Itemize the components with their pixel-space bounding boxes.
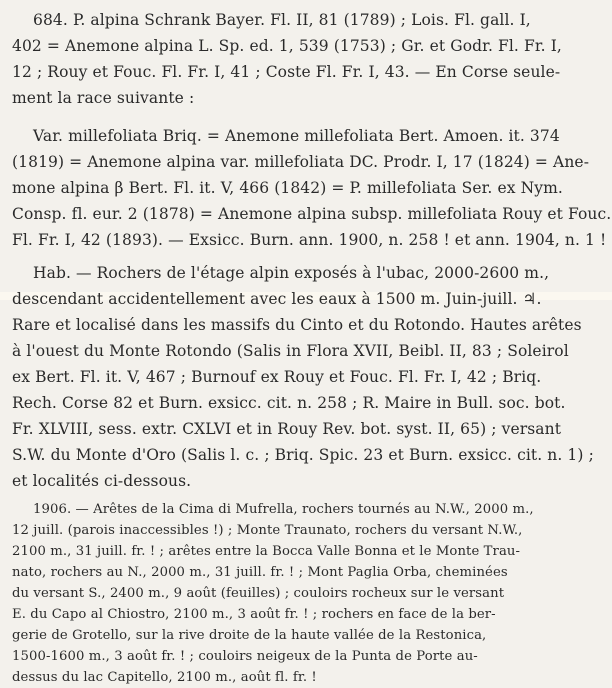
text-line: Fl. Fr. I, 42 (1893). — Exsicc. Burn. ann. 1900, n. 258 ! et ann. 1904, n. 1 ! xyxy=(12,231,607,249)
text-line: Consp. fl. eur. 2 (1878) = Anemone alpina subsp. millefoliata Rouy et Fouc. xyxy=(12,205,612,223)
text-line: Hab. — Rochers de l'étage alpin exposés à l'ubac, 2000-2600 m., xyxy=(33,264,550,282)
text-line: (1819) = Anemone alpina var. millefoliata DC. Prodr. I, 17 (1824) = Ane- xyxy=(12,153,590,171)
text-line: Rare et localisé dans les massifs du Cinto et du Rotondo. Hautes arêtes xyxy=(12,316,582,334)
text-line: gerie de Grotello, sur la rive droite de la haute vallée de la Restonica, xyxy=(12,628,487,643)
text-line: 2100 m., 31 juill. fr. ! ; arêtes entre la Bocca Valle Bonna et le Monte Trau- xyxy=(12,544,521,559)
text-line: à l'ouest du Monte Rotondo (Salis in Flora XVII, Beibl. II, 83 ; Soleirol xyxy=(12,342,569,360)
text-line: E. du Capo al Chiostro, 2100 m., 3 août fr. ! ; rochers en face de la ber- xyxy=(12,607,496,622)
text-line: mone alpina β Bert. Fl. it. V, 466 (1842) = P. millefoliata Ser. ex Nym. xyxy=(12,179,563,197)
text-line: ment la race suivante : xyxy=(12,89,195,107)
text-line: et localités ci-dessous. xyxy=(12,472,192,490)
text-line: ex Bert. Fl. it. V, 467 ; Burnouf ex Rouy et Fouc. Fl. Fr. I, 42 ; Briq. xyxy=(12,368,542,386)
text-line: dessus du lac Capitello, 2100 m., août fl. fr. ! xyxy=(12,670,317,685)
text-line: du versant S., 2400 m., 9 août (feuilles) ; couloirs rocheux sur le versant xyxy=(12,586,505,601)
text-line: 1500-1600 m., 3 août fr. ! ; couloirs neigeux de la Punta de Porte au- xyxy=(12,649,478,664)
text-line: Fr. XLVIII, sess. extr. CXLVI et in Rouy Rev. bot. syst. II, 65) ; versant xyxy=(12,420,562,438)
text-line: 1906. — Arêtes de la Cima di Mufrella, rochers tournés au N.W., 2000 m., xyxy=(33,502,534,517)
text-line: Var. millefoliata Briq. = Anemone millefoliata Bert. Amoen. it. 374 xyxy=(33,127,560,145)
text-line: nato, rochers au N., 2000 m., 31 juill. fr. ! ; Mont Paglia Orba, cheminées xyxy=(12,565,508,580)
text-line: 684. P. alpina Schrank Bayer. Fl. II, 81 (1789) ; Lois. Fl. gall. I, xyxy=(33,11,531,29)
text-line: Rech. Corse 82 et Burn. exsicc. cit. n. 258 ; R. Maire in Bull. soc. bot. xyxy=(12,394,566,412)
text-line: 402 = Anemone alpina L. Sp. ed. 1, 539 (1753) ; Gr. et Godr. Fl. Fr. I, xyxy=(12,37,562,55)
text-line: S.W. du Monte d'Oro (Salis l. c. ; Briq. Spic. 23 et Burn. exsicc. cit. n. 1) ; xyxy=(12,446,594,464)
text-line: descendant accidentellement avec les eaux à 1500 m. Juin-juill. ♃. xyxy=(12,290,542,308)
text-line: 12 ; Rouy et Fouc. Fl. Fr. I, 41 ; Coste Fl. Fr. I, 43. — En Corse seule- xyxy=(12,63,561,81)
text-line: 12 juill. (parois inaccessibles !) ; Monte Traunato, rochers du versant N.W., xyxy=(12,523,523,538)
